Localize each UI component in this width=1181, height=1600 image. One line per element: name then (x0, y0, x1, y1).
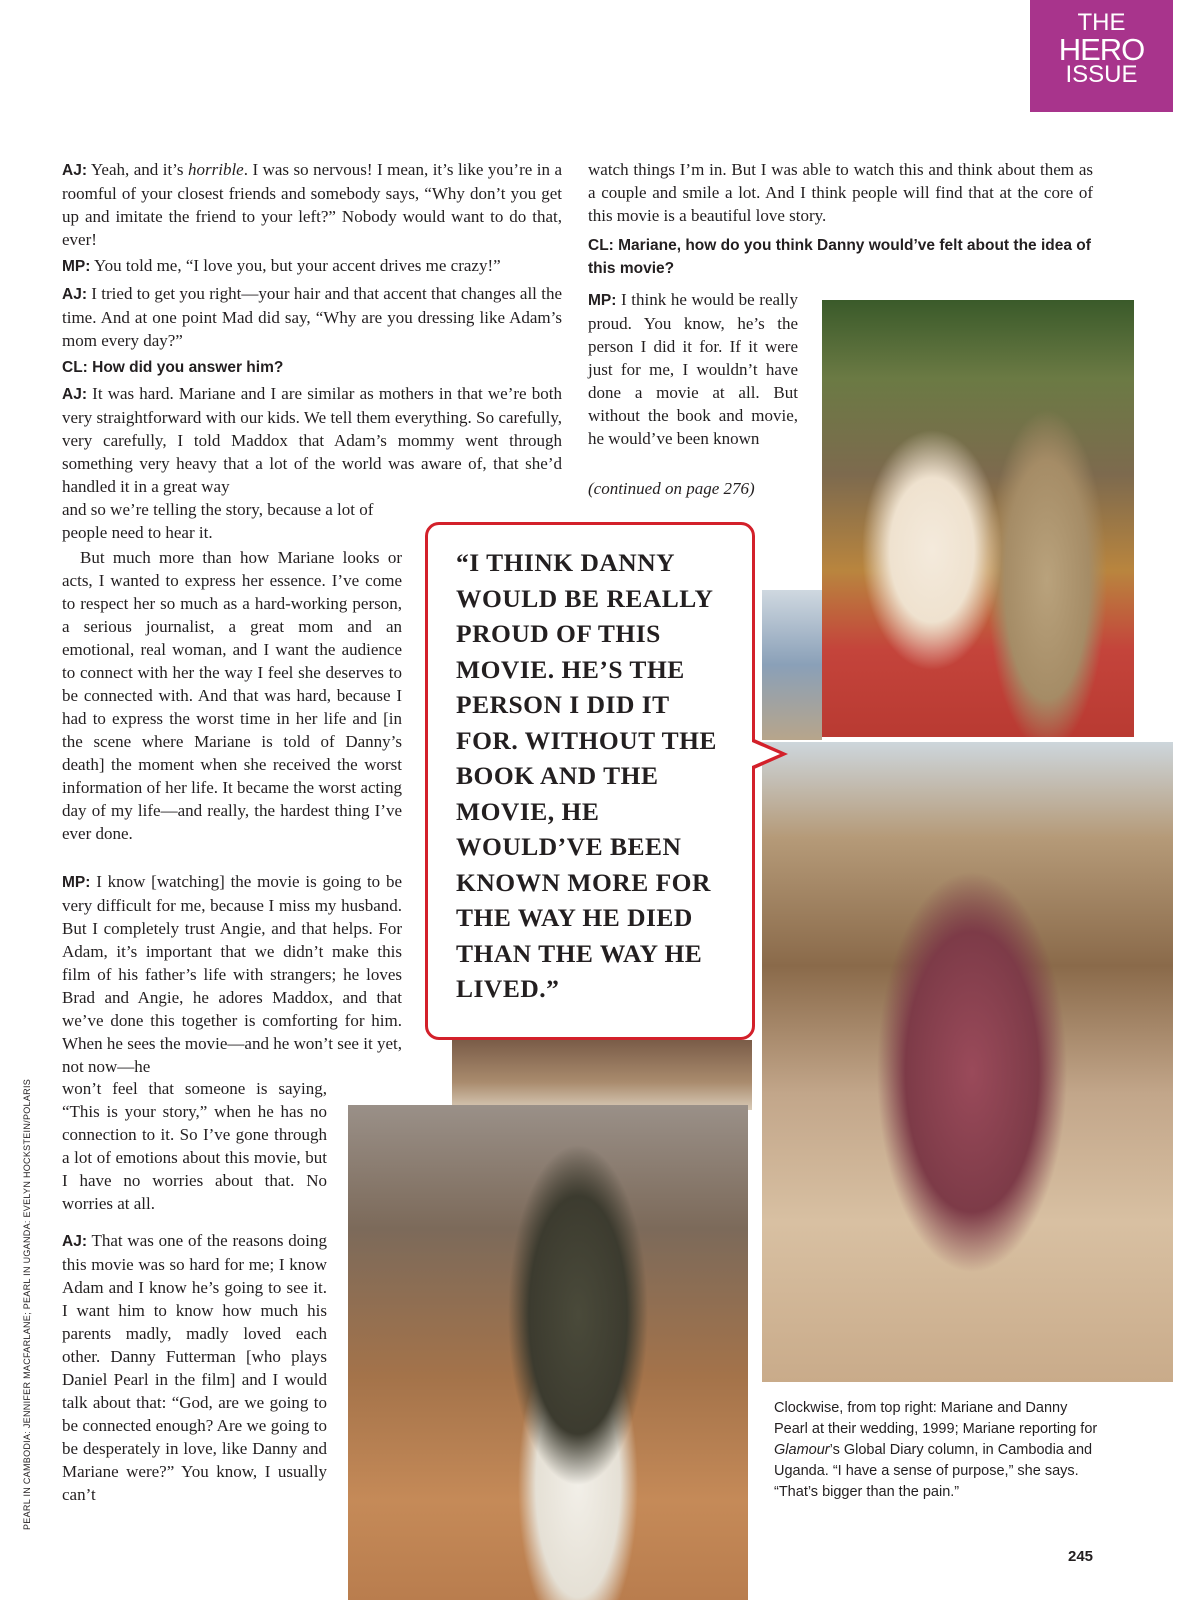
col1-para-6-continued: won’t feel that someone is saying, “This is your story,” when he has no connection to it. So I’ve gone through a lot of emotions about this movie, but I have no worries about that. No worries at all. (62, 1079, 327, 1213)
emphasis-text: horrible (187, 160, 244, 179)
col1-para-2 (62, 254, 562, 278)
speaker-label: AJ: (62, 386, 87, 403)
col1-para-5: But much more than how Mariane looks or acts, I wanted to express her essence. I’ve come to respect her so much as a hard-working person, a serious journalist, a great mom and an emotional, real woman, and I want the audience to connect with her the way I feel she deserves to be connected with. And that was hard, because I had to express the worst time in her life and [in the scene where Mariane is told of Danny’s death] the moment when she received the worst information of her life. It became the worst acting day of my life—and really, the hardest thing I’ve ever done. (62, 548, 402, 843)
caption-emphasis: Glamour (774, 1442, 830, 1458)
issue-badge (1030, 0, 1173, 112)
speaker-label: AJ: (62, 1233, 87, 1250)
caption-text: ’s Global Diary column, in Cambodia and Uganda. “I have a sense of purpose,” she says. “That’s bigger than the pain.” (774, 1442, 1093, 1500)
col1-para-4-continued: and so we’re telling the story, because a lot of people need to hear it. (62, 500, 374, 542)
para-text: I tried to get you right—your hair and that accent that changes all the time. And at one point Mad did say, “Why are you dressing like Adam’s mom every day?” (62, 284, 562, 350)
pullquote: “I THINK DANNY WOULD BE REALLY PROUD OF THIS MOVIE. HE’S THE PERSON I DID IT FOR. WITHOUT THE BOOK AND THE MOVIE, HE WOULD’VE BEEN KNOWN MORE FOR THE WAY HE DIED THAN THE WAY HE LIVED.” (425, 522, 755, 1040)
street-photo-top (762, 590, 822, 740)
col2-question-1: CL: Mariane, how do you think Danny would’ve felt about the idea of this movie? (588, 237, 1091, 277)
speaker-label: AJ: (62, 286, 87, 303)
pullquote-tail-inner (752, 742, 780, 766)
street-photo-strip (452, 1040, 752, 1110)
cambodia-photo (762, 742, 1173, 1382)
para-text: I know [watching] the movie is going to be very difficult for me, because I miss my husband. But I completely trust Angie, and that helps. For Adam, it’s important that we didn’t make this film of his father’s life with strangers; he loves Brad and Angie, he adores Maddox, and that we’ve done this together is comforting for him. When he sees the movie—and he won’t see it yet, not now—he (62, 872, 402, 1076)
col1-question-1: CL: How did you answer him? (62, 359, 284, 376)
col1-para-3 (62, 282, 562, 352)
col1-para-1 (62, 158, 562, 251)
speaker-label: MP: (62, 258, 91, 275)
col1-para-4 (62, 382, 562, 498)
speaker-label: AJ: (62, 162, 87, 179)
badge-line-1: THE (1077, 9, 1126, 36)
page-number: 245 (1068, 1548, 1094, 1565)
photo-credit: PEARL IN CAMBODIA: JENNIFER MACFARLANE; PEARL IN UGANDA: EVELYN HOCKSTEIN/POLARIS (22, 1078, 32, 1530)
para-text: That was one of the reasons doing this movie was so hard for me; I know Adam and I know he’s going to see it. I want him to know how much his parents madly, madly loved each other. Danny Futterman [who plays Daniel Pearl in the film] and I would talk about that: “God, are we going to be connected enough? Are we going to be desperately in love, like Danny and Mariane were?” You know, I usually can’t (62, 1231, 327, 1504)
col2-para-2 (588, 288, 798, 450)
col1-para-6 (62, 870, 402, 1078)
speaker-label: MP: (62, 874, 91, 891)
badge-line-2: HERO (1058, 31, 1145, 67)
para-text: I think he would be really proud. You know, he’s the person I did it for. If it were just for me, I wouldn’t have done a movie at all. But without the book and movie, he would’ve been known (588, 290, 798, 448)
badge-line-3: ISSUE (1065, 61, 1138, 89)
uganda-photo (348, 1105, 748, 1600)
para-text: Yeah, and it’s (86, 160, 188, 179)
caption-text: Clockwise, from top right: Mariane and Danny Pearl at their wedding, 1999; Mariane reporting for (774, 1400, 1098, 1437)
speaker-label: MP: (588, 292, 617, 309)
col2-para-1: watch things I’m in. But I was able to watch this and think about them as a couple and smile a lot. And I think people will find that at the core of this movie is a beautiful love story. (588, 160, 1093, 225)
para-text: It was hard. Mariane and I are similar as mothers in that we’re both very straightforward with our kids. We tell them everything. So carefully, very carefully, I told Maddox that Adam’s mommy went through something very heavy that a lot of the world was aware of, that she’d handled it in a great way (62, 384, 562, 496)
col1-para-7 (62, 1229, 327, 1506)
para-text: . I was so nervous! I mean, it’s like you’re in a roomful of your closest friends and somebody says, “Why don’t you get up and imitate the friend to your left?” Nobody would want to do that, ever! (62, 160, 562, 249)
photo-caption (774, 1398, 1104, 1503)
para-text: You told me, “I love you, but your accent drives me crazy!” (90, 256, 501, 275)
continued-text: (continued on page 276) (588, 479, 755, 498)
wedding-photo (822, 300, 1134, 737)
continued-note (588, 477, 808, 500)
